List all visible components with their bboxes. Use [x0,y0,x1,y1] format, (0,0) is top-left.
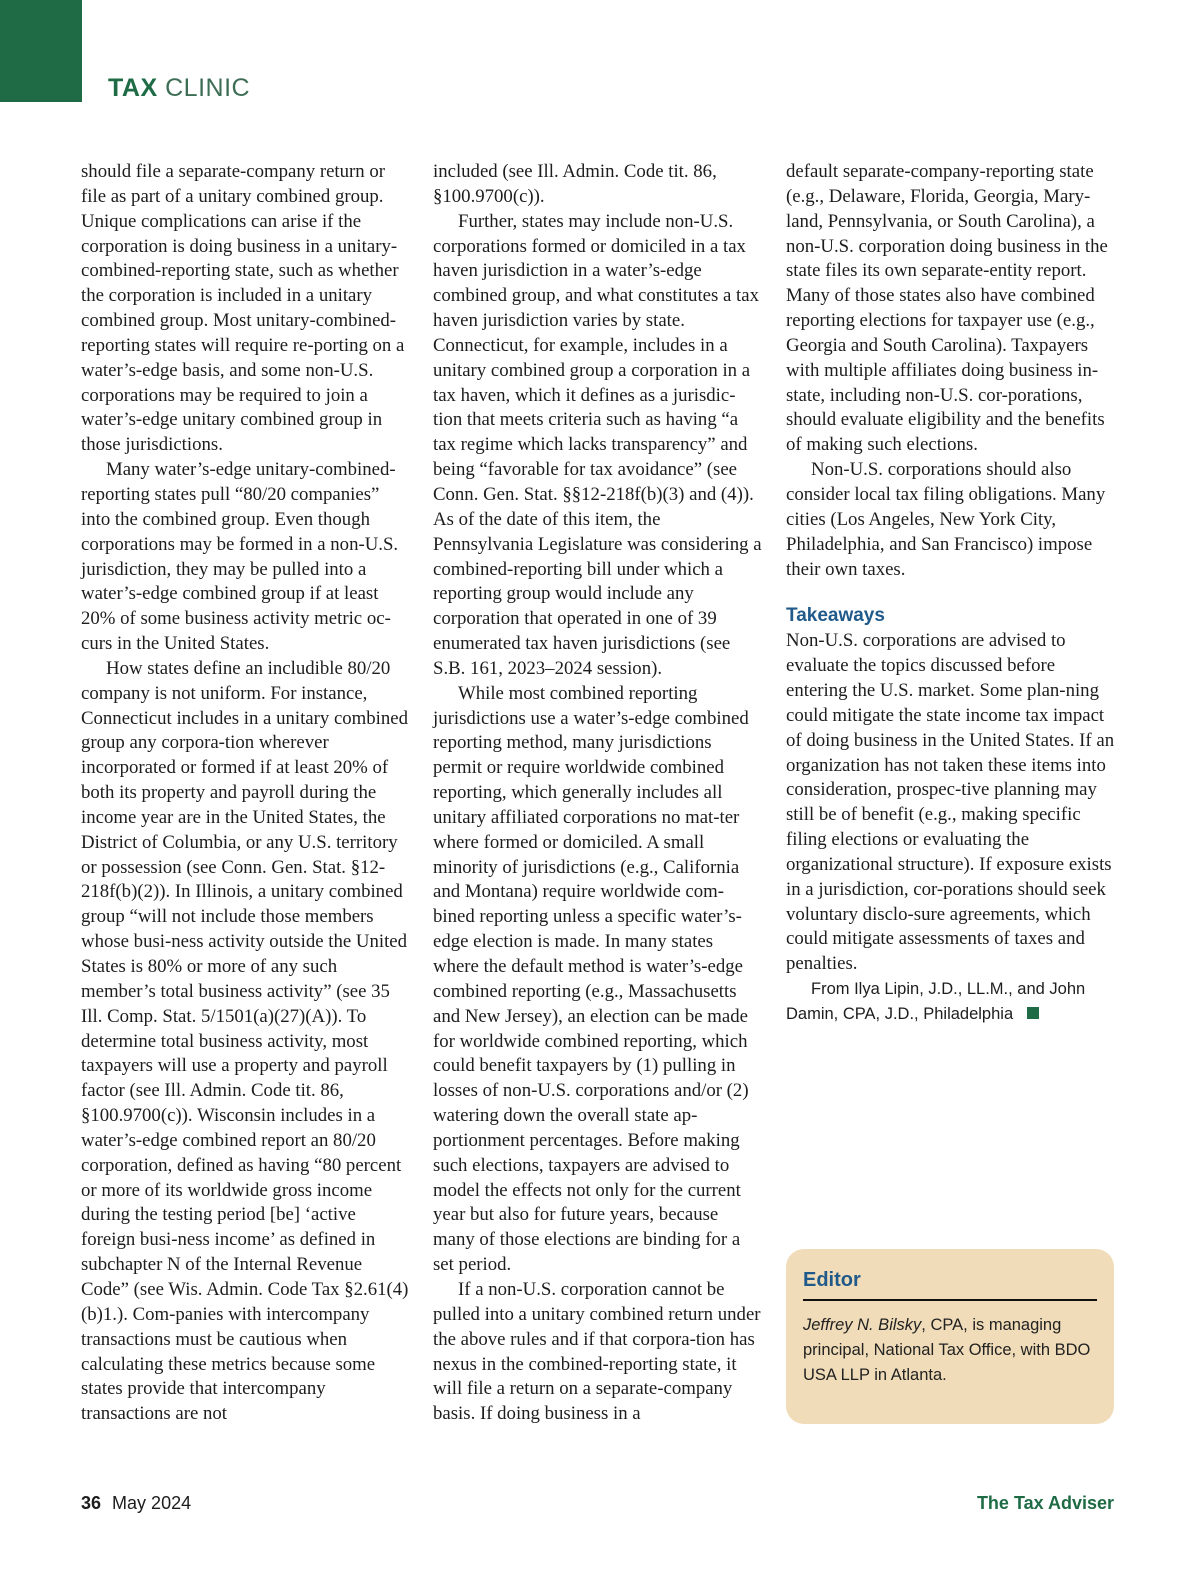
editor-description [803,1313,1097,1388]
paragraph: included (see Ill. Admin. Code tit. 86, §100.9700(c)). [433,161,717,207]
paragraph: should file a separate-company return or file as part of a unitary combined group. Unique complications can arise if the corporation is doing business in a unitary-combined-reporting state, such as whether the corporation is included in a unitary combined group. Most unitary-combined-reporting states will require re-porting on a water’s-edge basis, and some non-U.S. corporations may be required to join a water’s-edge unitary combined group in those jurisdictions. [81,161,405,456]
paragraph: Many water’s-edge unitary-combined-reporting states pull “80/20 companies” into the combined group. Even though corporations may be formed in a non-U.S. jurisdiction, they may be pulled into a water’s-edge combined group if at least 20% of some business activity metric oc-curs in the United States. [81,459,399,655]
paragraph: How states define an includible 80/20 company is not uniform. For instance, Connecticut includes in a unitary combined group any corpora-tion wherever incorporated or formed if at least 20% of both its property and payroll during the income year are in the United States, the District of Columbia, or any U.S. territory or possession (see Conn. Gen. Stat. §12-218f(b)(2)). In Illinois, a unitary combined group “will not include those members whose busi-ness activity outside the United States is 80% or more of any such member’s total business activity” (see 35 Ill. Comp. Stat. 5/1501(a)(27)(A)). To determine total business activity, most taxpayers will use a property and payroll factor (see Ill. Admin. Code tit. 86, §100.9700(c)). Wisconsin includes in a water’s-edge combined report an 80/20 corporation, defined as having “80 percent or more of its worldwide gross income during the testing period [be] ‘active foreign busi-ness income’ as defined in subchapter N of the Internal Revenue Code” (see Wis. Admin. Code Tax §2.61(4)(b)1.). Com-panies with intercompany transactions must be cautious when calculating these metrics because some states provide that intercompany transactions are not [81,657,409,1425]
footer-left [81,1493,191,1514]
section-label [108,74,250,103]
issue-date: May 2024 [112,1493,192,1513]
article-column-1 [81,160,411,1427]
end-of-article-square-icon [1027,1007,1039,1019]
section-label-light: CLINIC [165,74,251,102]
header-color-tab [0,0,82,102]
paragraph: Non-U.S. corporations should also consider local tax filing obligations. Many cities (Los Angeles, New York City, Philadelphia, and San Francisco) impose their own taxes. [786,459,1106,580]
paragraph: Further, states may include non-U.S. corporations formed or domiciled in a tax haven jurisdiction in a water’s-edge combined group, and what constitutes a tax haven jurisdiction varies by state. Connecticut, for example, includes in a unitary combined group a corporation in a tax haven, which it defines as a jurisdic-tion that meets criteria such as having “a tax regime which lacks transparency” and being “favorable for tax avoidance” (see Conn. Gen. Stat. §§12-218f(b)(3) and (4)). As of the date of this item, the Pennsylvania Legislature was considering a combined-reporting bill under which a reporting group would include any corporation that operated in one of 39 enumerated tax haven jurisdictions (see S.B. 161, 2023–2024 session). [433,210,762,679]
paragraph: If a non-U.S. corporation cannot be pulled into a unitary combined return under the above rules and if that corpora-tion has nexus in the combined-reporting state, it will file a return on a separate-company basis. If doing business in a [433,1278,761,1425]
byline-text: From Ilya Lipin, J.D., LL.M., and John Damin, CPA, J.D., Philadelphia [786,980,1086,1024]
page-number: 36 [81,1493,102,1513]
editor-box [786,1249,1114,1424]
section-label-bold: TAX [108,74,158,102]
author-byline [786,977,1116,1027]
editor-title: Editor [803,1269,1097,1301]
editor-details: , CPA, is managing principal, National Tax Office, with BDO USA LLP in Atlanta. [803,1316,1091,1384]
publication-name: The Tax Adviser [976,1493,1114,1513]
article-column-3 [786,160,1116,1027]
paragraph: While most combined reporting jurisdictions use a water’s-edge combined reporting method, many jurisdictions permit or require worldwide combined reporting, which generally includes all unitary affiliated corporations no mat-ter where formed or domiciled. A small minority of jurisdictions (e.g., California and Montana) require worldwide com-bined reporting unless a specific water’s-edge election is made. In many states where the default method is water’s-edge combined reporting (e.g., Massachusetts and New Jersey), an election can be made for worldwide combined reporting, which could benefit taxpayers by (1) pulling in losses of non-U.S. corporations and/or (2) watering down the overall state ap-portionment percentages. Before making such elections, taxpayers are advised to model the effects not only for the current year but also for future years, because many of those elections are binding for a set period. [433,682,749,1276]
takeaways-heading: Takeaways [786,605,885,627]
paragraph: default separate-company-reporting state (e.g., Delaware, Florida, Georgia, Mary-land, Pennsylvania, or South Carolina), a non-U.S. corporation doing business in the state files its own separate-entity report. Many of those states also have combined reporting elections for taxpayer use (e.g., Georgia and South Carolina). Taxpayers with multiple affiliates doing business in-state, including non-U.S. cor-porations, should evaluate eligibility and the benefits of making such elections. [786,161,1108,456]
takeaways-paragraph: Non-U.S. corporations are advised to evaluate the topics discussed before entering the U.S. market. Some plan-ning could mitigate the state income tax impact of doing business in the United States. If an organization has not taken these items into consideration, prospec-tive planning may still be of benefit (e.g., making specific filing elections or evaluating the organizational structure). If exposure exists in a jurisdiction, cor-porations should seek voluntary disclo-sure agreements, which could mitigate assessments of taxes and penalties. [786,630,1115,975]
article-column-2 [433,160,763,1427]
editor-name: Jeffrey N. Bilsky [803,1316,922,1334]
